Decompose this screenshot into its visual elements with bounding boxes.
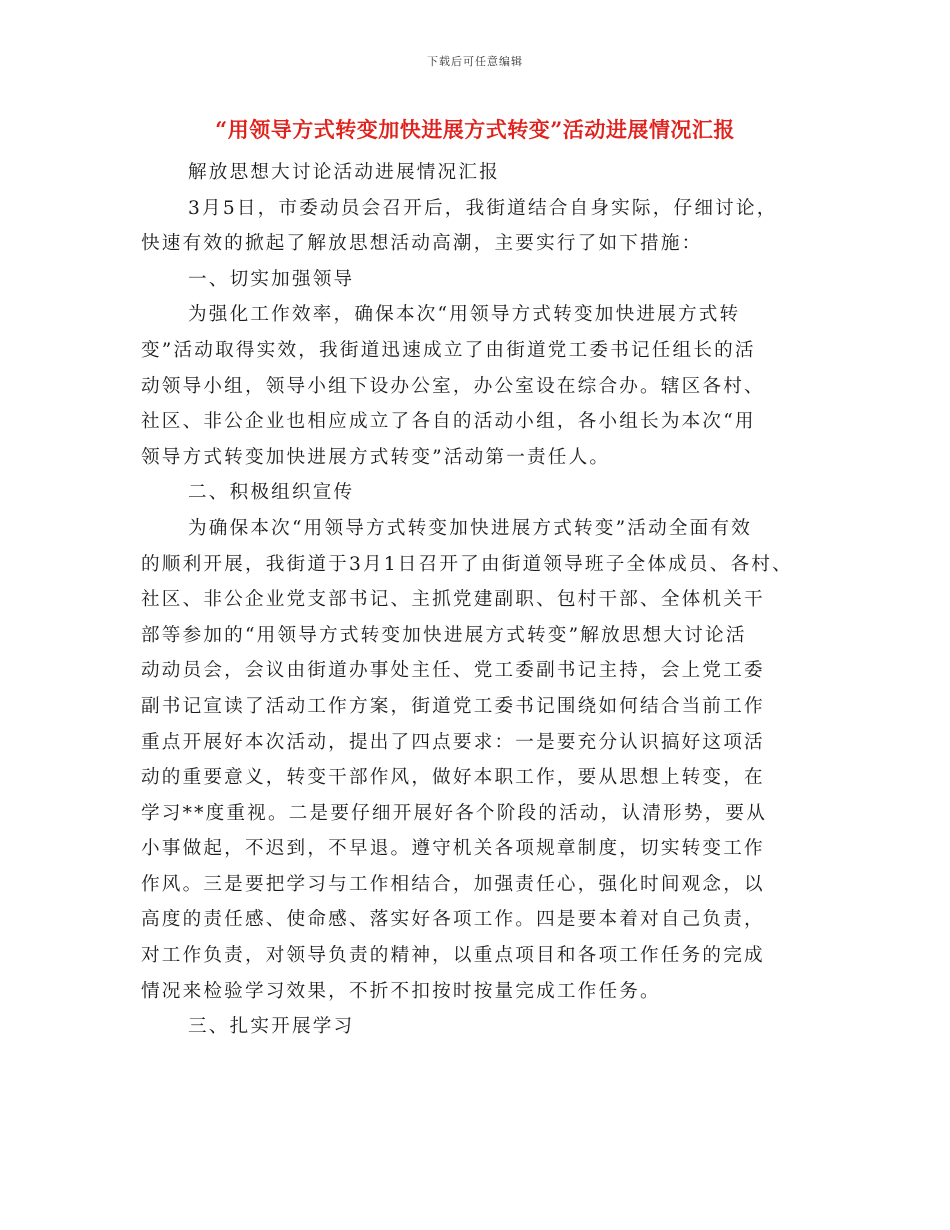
text-line: 重点开展好本次活动，提出了四点要求：一是要充分认识搞好这项活 (141, 731, 765, 753)
text-line: 小事做起，不迟到，不早退。遵守机关各项规章制度，切实转变工作 (141, 838, 765, 860)
text-line: 情况来检验学习效果，不折不扣按时按量完成工作任务。 (141, 980, 661, 1002)
text-line: 三、扎实开展学习 (188, 1016, 355, 1038)
text-line: 的顺利开展，我街道于3月1日召开了由街道领导班子全体成员、各村、 (141, 553, 793, 575)
text-line: 领导方式转变加快进展方式转变”活动第一责任人。 (141, 446, 611, 468)
text-line: 社区、非公企业也相应成立了各自的活动小组，各小组长为本次“用 (141, 411, 756, 433)
text-line: 副书记宣读了活动工作方案，街道党工委书记围绕如何结合当前工作 (141, 695, 765, 717)
text-line: 社区、非公企业党支部书记、主抓党建副职、包村干部、全体机关干 (141, 589, 765, 611)
text-line: 部等参加的“用领导方式转变加快进展方式转变”解放思想大讨论活 (141, 624, 747, 646)
text-line: 为确保本次“用领导方式转变加快进展方式转变”活动全面有效 (188, 517, 753, 539)
text-line: 学习**度重视。二是要仔细开展好各个阶段的活动，认清形势，要从 (141, 802, 768, 824)
body-text (141, 155, 821, 1045)
text-line: 变”活动取得实效，我街道迅速成立了由街道党工委书记任组长的活 (141, 339, 756, 361)
header-note: 下载后可任意编辑 (427, 55, 523, 68)
text-line: 二、积极组织宣传 (188, 482, 355, 504)
text-line: 动的重要意义，转变干部作风，做好本职工作，要从思想上转变，在 (141, 767, 765, 789)
document-title: “用领导方式转变加快进展方式转变”活动进展情况汇报 (215, 117, 735, 142)
text-line: 3月5日，市委动员会召开后，我街道结合自身实际，仔细讨论， (188, 197, 778, 219)
text-line: 动动员会，会议由街道办事处主任、党工委副书记主持，会上党工委 (141, 660, 765, 682)
text-line: 高度的责任感、使命感、落实好各项工作。四是要本着对自己负责， (141, 909, 765, 931)
text-line: 快速有效的掀起了解放思想活动高潮，主要实行了如下措施： (141, 233, 703, 255)
text-line: 为强化工作效率，确保本次“用领导方式转变加快进展方式转 (188, 304, 741, 326)
text-line: 对工作负责，对领导负责的精神，以重点项目和各项工作任务的完成 (141, 945, 765, 967)
text-line: 一、切实加强领导 (188, 268, 355, 290)
text-line: 作风。三是要把学习与工作相结合，加强责任心，强化时间观念，以 (141, 873, 765, 895)
text-line: 解放思想大讨论活动进展情况汇报 (188, 162, 500, 183)
text-line: 动领导小组，领导小组下设办公室，办公室设在综合办。辖区各村、 (141, 375, 765, 397)
